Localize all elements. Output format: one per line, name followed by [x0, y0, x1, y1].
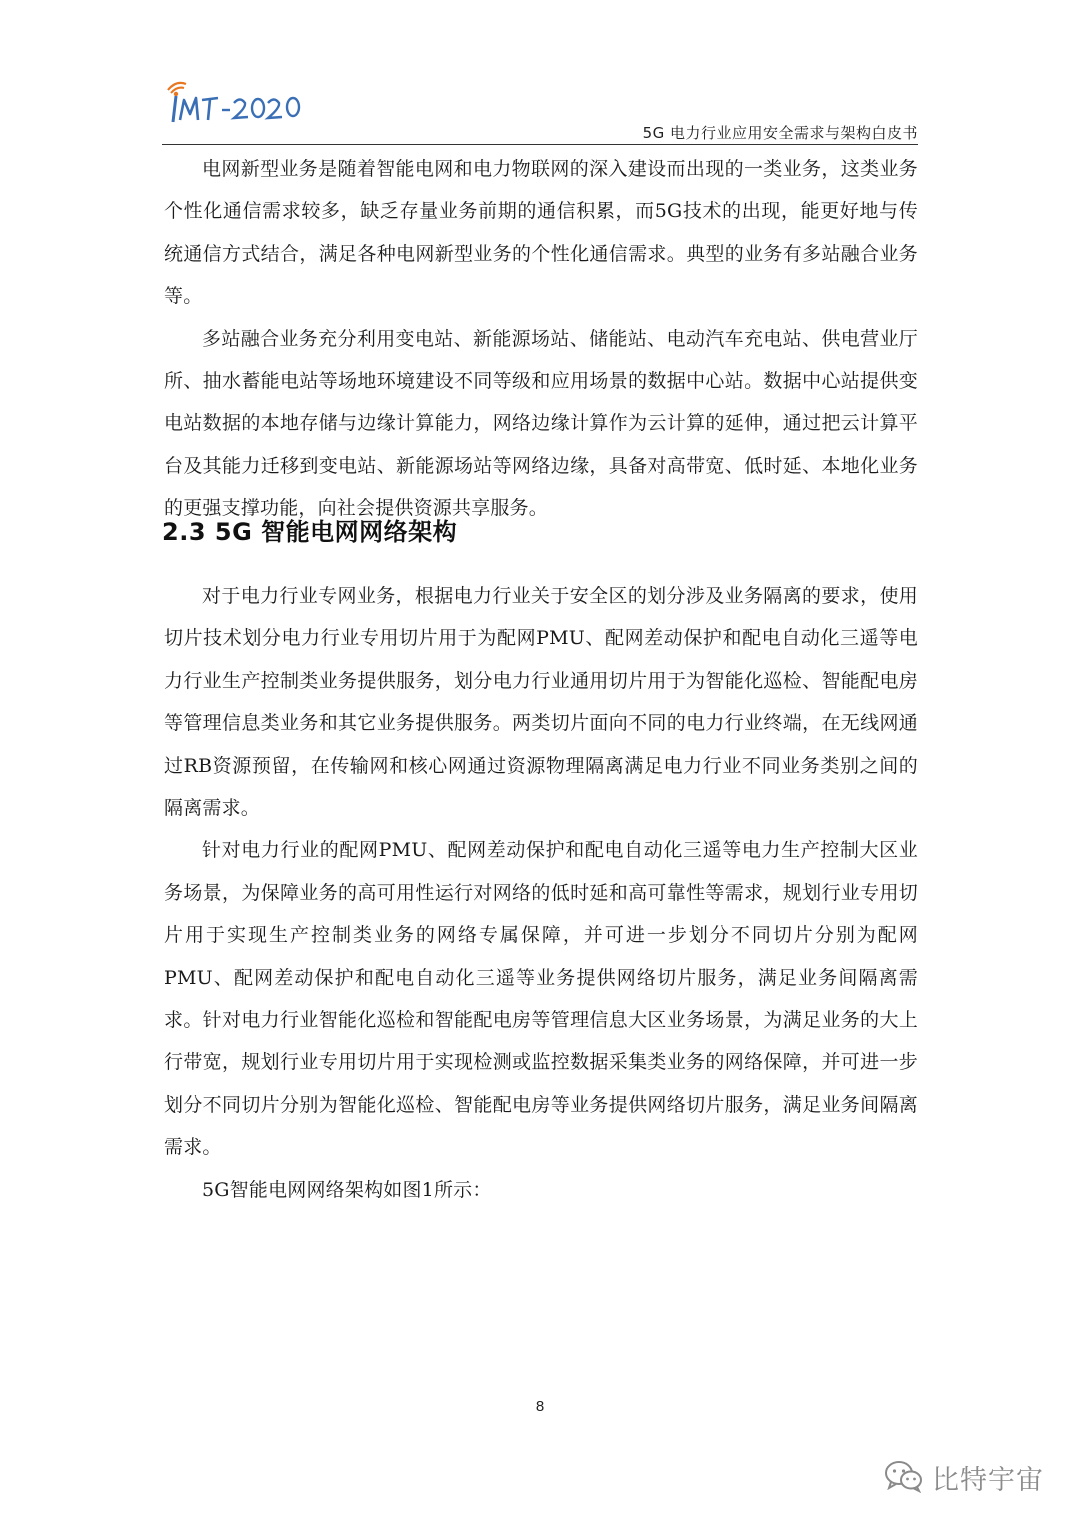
section-heading: 2.3 5G 智能电网网络架构 [162, 518, 458, 546]
imt-2020-logo [162, 76, 312, 128]
imt-2020-logo-graphic [162, 76, 312, 128]
paragraph: 针对电力行业的配网PMU、配网差动保护和配电自动化三遥等电力生产控制大区业务场景，为保障业务的高可用性运行对网络的低时延和高可靠性等需求，规划行业专用切片用于实现生产控制类业务的网络专属保障，并可进一步划分不同切片分别为配网PMU、配网差动保护和配电自动化三遥等业务提供网络切片服务，满足业务间隔离需求。针对电力行业智能化巡检和智能配电房等管理信息大区业务场景，为满足业务的大上行带宽，规划行业专用切片用于实现检测或监控数据采集类业务的网络保障，并可进一步划分不同切片分别为智能化巡检、智能配电房等业务提供网络切片服务，满足业务间隔离需求。 [164, 839, 918, 1159]
paragraph: 5G智能电网网络架构如图1所示： [202, 1178, 492, 1201]
paragraph: 多站融合业务充分利用变电站、新能源场站、储能站、电动汽车充电站、供电营业厅所、抽水蓄能电站等场地环境建设不同等级和应用场景的数据中心站。数据中心站提供变电站数据的本地存储与边缘计算能力，网络边缘计算作为云计算的延伸，通过把云计算平台及其能力迁移到变电站、新能源场站等网络边缘，具备对高带宽、低时延、本地化业务的更强支撑功能，向社会提供资源共享服务。 [164, 327, 918, 520]
body-text-section [164, 575, 918, 1211]
paragraph: 对于电力行业专网业务，根据电力行业关于安全区的划分涉及业务隔离的要求，使用切片技术划分电力行业专用切片用于为配网PMU、配网差动保护和配电自动化三遥等电力行业生产控制类业务提供服务，划分电力行业通用切片用于为智能化巡检、智能配电房等管理信息类业务和其它业务提供服务。两类切片面向不同的电力行业终端，在无线网通过RB资源预留，在传输网和核心网通过资源物理隔离满足电力行业不同业务类别之间的隔离需求。 [164, 585, 918, 820]
wechat-icon [884, 1459, 924, 1497]
watermark-text: 比特宇宙 [932, 1465, 1044, 1496]
page-number: 8 [535, 1398, 545, 1415]
document-title: 5G 电力行业应用安全需求与架构白皮书 [642, 124, 918, 142]
watermark [884, 1458, 1044, 1497]
body-text-top [164, 148, 918, 530]
paragraph: 电网新型业务是随着智能电网和电力物联网的深入建设而出现的一类业务，这类业务个性化通信需求较多，缺乏存量业务前期的通信积累，而5G技术的出现，能更好地与传统通信方式结合，满足各种电网新型业务的个性化通信需求。典型的业务有多站融合业务等。 [164, 158, 918, 308]
header-divider [162, 144, 918, 145]
